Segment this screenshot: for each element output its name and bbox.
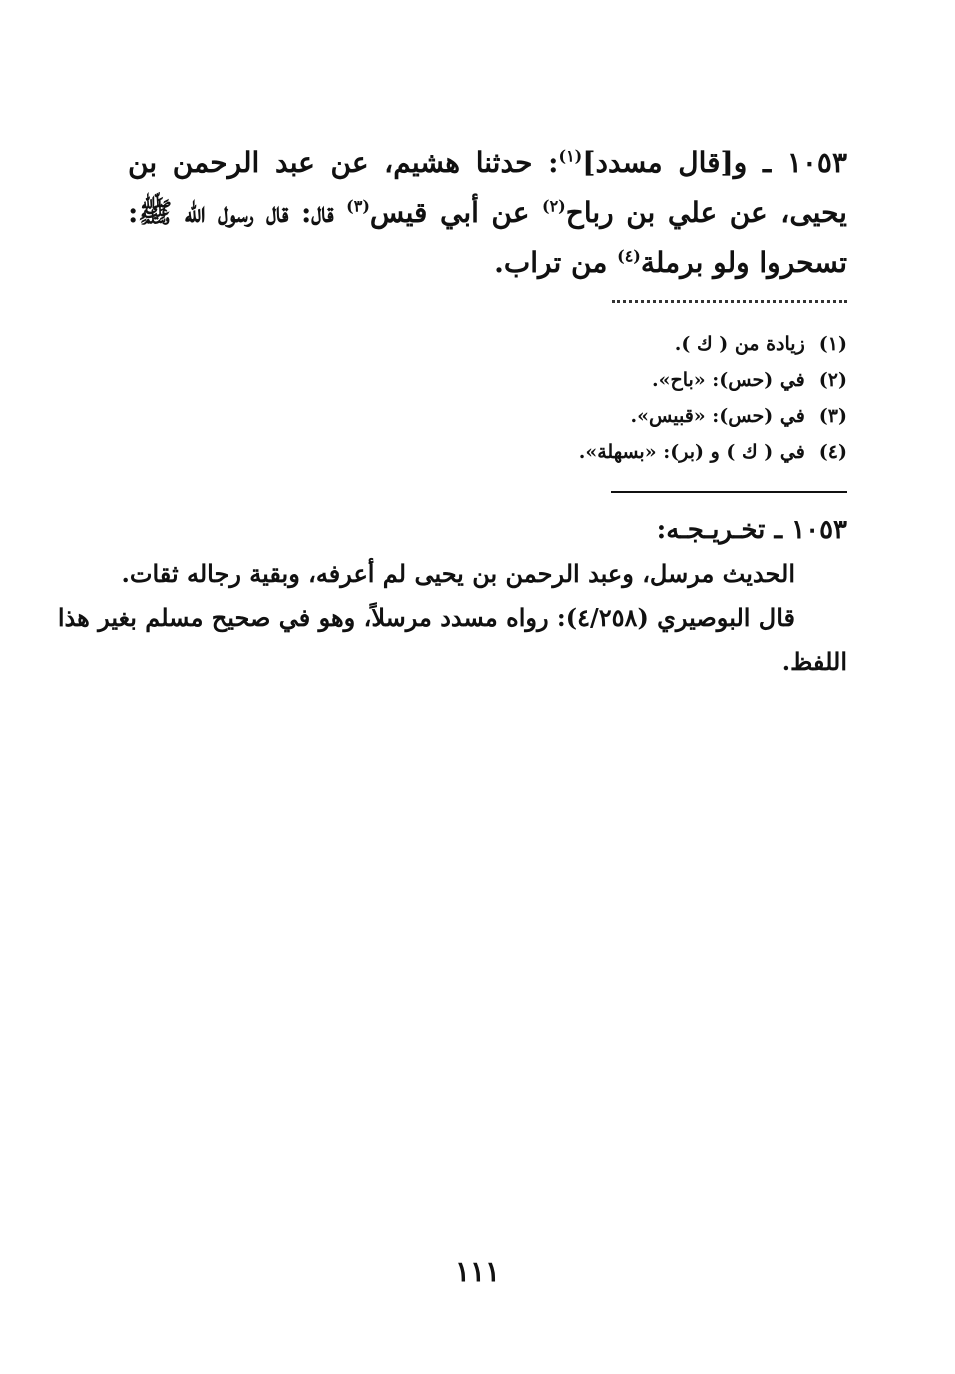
footnote-item xyxy=(579,362,847,398)
hadith-line-3-part-b: من تراب. xyxy=(494,246,618,279)
footnote-number: (٤) xyxy=(818,441,847,463)
section-divider xyxy=(611,491,847,493)
takhrij-paragraph-2-continued: اللفظ. xyxy=(781,647,847,676)
takhrij-paragraph-2: قال البوصيري (٤/٢٥٨): رواه مسدد مرسلاً، وهو في صحيح مسلم بغير هذا xyxy=(57,603,795,632)
footnote-text: في ( ك ) و (بر): «بسهلة». xyxy=(578,441,805,463)
hadith-line-2 xyxy=(128,188,847,238)
footnote-number: (١) xyxy=(818,333,847,355)
footnote-item xyxy=(579,398,847,434)
hadith-line-2-part-c: قال: قال رسول الله ﷺ: xyxy=(128,196,347,229)
footnote-ref-2[interactable]: (٢) xyxy=(542,196,566,216)
hadith-line-3 xyxy=(128,238,847,288)
footnote-item xyxy=(579,326,847,362)
footnote-text: في (حس): «باح». xyxy=(651,369,805,391)
footnote-ref-4[interactable]: (٤) xyxy=(617,246,641,266)
hadith-line-1 xyxy=(128,138,847,188)
hadith-text xyxy=(128,138,847,288)
footnote-number: (٣) xyxy=(818,405,847,427)
footnote-text: زيادة من ( ك ). xyxy=(674,333,805,355)
hadith-line-2-part-b: عن أبي قيس xyxy=(369,196,542,229)
footnote-item xyxy=(579,434,847,470)
hadith-number-and-narrator: ١٠٥٣ ـ و[قال مسدد] xyxy=(582,146,847,179)
takhrij-section xyxy=(57,508,847,684)
hadith-line-3-part-a: تسحروا ولو برملة xyxy=(640,246,847,279)
takhrij-paragraph-1: الحديث مرسل، وعبد الرحمن بن يحيى لم أعرفه، وبقية رجاله ثقات. xyxy=(121,559,795,588)
page-number: ١١١ xyxy=(454,1255,501,1288)
footnote-text: في (حس): «قبيس». xyxy=(630,405,805,427)
footnote-number: (٢) xyxy=(818,369,847,391)
footnotes-list xyxy=(579,326,847,470)
hadith-line-2-part-a: يحيى، عن علي بن رباح xyxy=(565,196,847,229)
hadith-line-1-rest: : حدثنا هشيم، عن عبد الرحمن بن xyxy=(128,146,559,179)
takhrij-heading: ١٠٥٣ ـ تخـريـجـه: xyxy=(656,515,847,545)
footnote-separator-dots xyxy=(612,300,847,311)
footnote-ref-1[interactable]: (١) xyxy=(558,146,583,166)
footnote-ref-3[interactable]: (٣) xyxy=(346,196,370,216)
